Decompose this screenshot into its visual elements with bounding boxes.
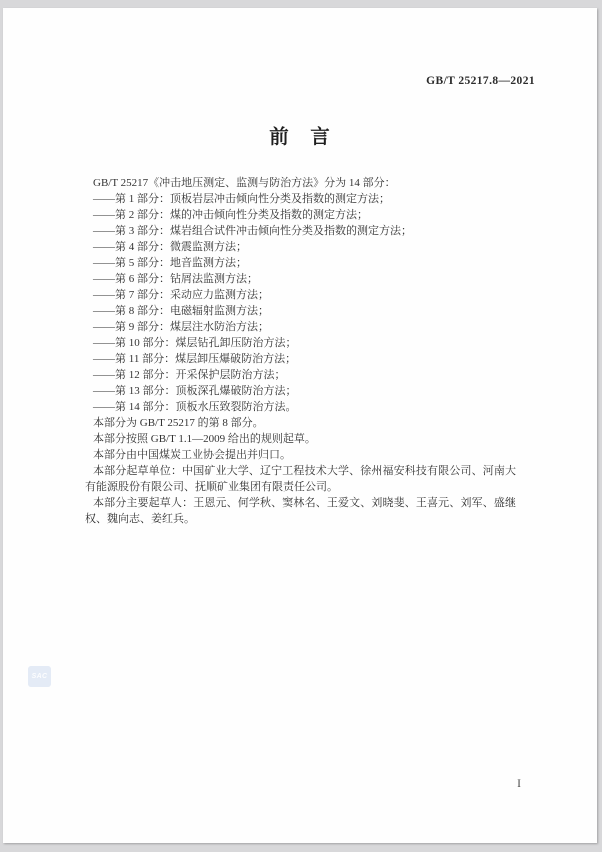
parts-list (85, 191, 516, 415)
standard-number: GB/T 25217.8—2021 (426, 75, 535, 87)
part-list-item: ——第 14 部分：顶板水压致裂防治方法。 (93, 401, 297, 413)
part-list-item: ——第 5 部分：地音监测方法； (93, 257, 247, 269)
part-list-item: ——第 8 部分：电磁辐射监测方法； (93, 305, 269, 317)
part-list-item: ——第 11 部分：煤层卸压爆破防治方法； (93, 353, 297, 365)
document-page (3, 8, 597, 843)
sac-watermark-logo: SAC (28, 666, 51, 687)
part-list-item: ——第 12 部分：开采保护层防治方法； (93, 369, 286, 381)
part-list-item: ——第 6 部分：钻屑法监测方法； (93, 273, 258, 285)
foreword-paragraph: 本部分为 GB/T 25217 的第 8 部分。 (93, 417, 264, 429)
closing-paragraphs (85, 415, 516, 527)
part-list-item: ——第 2 部分：煤的冲击倾向性分类及指数的测定方法； (93, 209, 368, 221)
foreword-body (85, 175, 516, 527)
part-list-item: ——第 3 部分：煤岩组合试件冲击倾向性分类及指数的测定方法； (93, 225, 412, 237)
part-list-item: ——第 10 部分：煤层钻孔卸压防治方法； (93, 337, 297, 349)
foreword-paragraph: 本部分按照 GB/T 1.1—2009 给出的规则起草。 (93, 433, 316, 445)
foreword-paragraph: 本部分由中国煤炭工业协会提出并归口。 (93, 449, 291, 461)
part-list-item: ——第 9 部分：煤层注水防治方法； (93, 321, 269, 333)
foreword-paragraph: 本部分起草单位：中国矿业大学、辽宁工程技术大学、徐州福安科技有限公司、河南大有能源股份有限公司、抚顺矿业集团有限责任公司。 (85, 465, 516, 493)
page-number: I (517, 778, 521, 790)
part-list-item: ——第 4 部分：微震监测方法； (93, 241, 247, 253)
part-list-item: ——第 7 部分：采动应力监测方法； (93, 289, 269, 301)
part-list-item: ——第 13 部分：顶板深孔爆破防治方法； (93, 385, 297, 397)
foreword-intro: GB/T 25217《冲击地压测定、监测与防治方法》分为 14 部分： (93, 177, 396, 189)
page-title: 前 言 (269, 127, 331, 148)
part-list-item: ——第 1 部分：顶板岩层冲击倾向性分类及指数的测定方法； (93, 193, 390, 205)
foreword-paragraph: 本部分主要起草人：王恩元、何学秋、窦林名、王爱文、刘晓斐、王喜元、刘军、盛继权、魏向志、姜红兵。 (85, 497, 516, 525)
